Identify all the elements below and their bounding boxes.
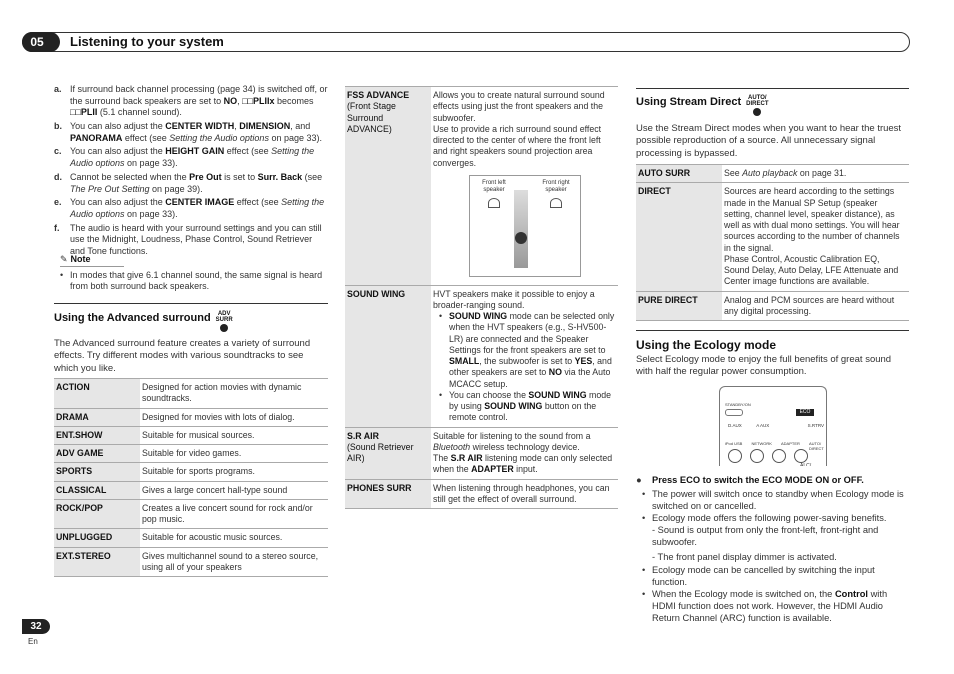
sr-key: S.R AIR (347, 430, 379, 441)
listener-icon (515, 232, 527, 244)
divider (636, 88, 909, 89)
table-row: DRAMA Designed for movies with lots of dialog. (54, 408, 328, 426)
eco-button: ECO (796, 409, 814, 416)
auto-direct-button-icon: AUTO/ DIRECT (746, 95, 768, 116)
standby-label: STANDBY/ON (725, 402, 751, 407)
stream-table (636, 164, 909, 321)
eco-bullet: Ecology mode can be cancelled by switching the input function. (652, 564, 875, 587)
front-right-label: Front right speaker (542, 179, 570, 193)
eco-bullet: When the Ecology mode is switched on, the Control with HDMI function does not work. However, the HDMI Audio Return Channel (ARC) function is available. (652, 588, 888, 623)
panel-labels: D.AUX A AUX S.RTRV (728, 423, 824, 428)
sw-bullet: SOUND WING mode can be selected only when the HVT speakers (e.g., S-HV500-LR) are connected and the Speaker Settings for the front speakers are set to SMALL, the subwoofer is set to YES, and other speakers are set to NO via the Auto MCACC setup. (449, 311, 615, 389)
table-row (345, 87, 618, 285)
eco-intro: Select Ecology mode to enjoy the full benefits of great sound with half the regular power consumption. (636, 354, 892, 378)
ph-text: When listening through headphones, you can still get the effect of overall surround. (433, 482, 610, 504)
ph-key: PHONES SURR (345, 479, 431, 509)
step-bullet-icon: ● (636, 475, 642, 485)
standby-button (725, 409, 743, 416)
adv-heading-row (54, 311, 233, 332)
language-label: En (28, 637, 38, 646)
table-row: EXT.STEREO Gives multichannel sound to a stereo source, using all of your speakers (54, 547, 328, 577)
table-row: ROCK/POP Creates a live concert sound for rock and/or pop music. (54, 499, 328, 529)
fss-sub: (Front Stage Surround ADVANCE) (347, 101, 396, 134)
table-row: UNPLUGGED Suitable for acoustic music sources. (54, 529, 328, 547)
front-panel-illustration (719, 386, 827, 466)
table-row (345, 427, 618, 479)
table-row (345, 479, 618, 509)
panel-knobs (728, 449, 808, 463)
list-item: b. You can also adjust the CENTER WIDTH, DIMENSION, and PANORAMA effect (see Setting the Audio options on page 33). (54, 121, 322, 143)
fss-key: FSS ADVANCE (347, 90, 410, 100)
table-row: CLASSICAL Gives a large concert hall-type sound (54, 481, 328, 499)
panel-cut-label: ALC/ (800, 463, 812, 466)
section-heading: Using the Ecology mode (636, 338, 777, 352)
eco-step: Press ECO to switch the ECO MODE ON or OFF. (652, 475, 864, 485)
list-item: a. If surround back channel processing (page 34) is switched off, or the surround back speakers are set to NO, □□PLIIx becomes □□PLII (5.1 channel sound). (54, 84, 328, 118)
stream-heading-row (636, 95, 769, 116)
sw-text: HVT speakers make it possible to enjoy a broader-ranging sound. (433, 288, 595, 310)
front-left-label: Front left speaker (482, 179, 506, 193)
fss-text: Allows you to create natural surround sound effects using just the front speakers and the subwoofer. Use to provide a rich surround sound effect directed to the center of where the front left and right speakers sound projection area converges. (433, 90, 605, 168)
mode-table (345, 86, 618, 509)
stream-intro: Use the Stream Direct modes when you want to hear the truest possible reproduction of a source. All unnecessary signal processing is bypassed. (636, 123, 902, 159)
eco-bullet: Ecology mode offers the following power-saving benefits. (652, 513, 887, 524)
section-heading: Using Stream Direct (636, 96, 742, 108)
page-title: Listening to your system (70, 34, 224, 49)
eco-sub: - Sound is output from only the front-left, front-right and subwoofer. (652, 525, 879, 548)
sr-text: Suitable for listening to the sound from a Bluetooth wireless technology device. The S.R AIR listening mode can only selected when the ADAPTER input. (433, 430, 613, 475)
note-box: ✎ Note • In modes that give 6.1 channel sound, the same signal is heard from both surround back speakers. (60, 254, 328, 293)
table-row: ENT.SHOW Suitable for musical sources. (54, 426, 328, 444)
sw-key: SOUND WING (345, 285, 431, 427)
adv-surr-button-icon: ADV SURR (216, 311, 233, 332)
eco-steps: ● Press ECO to switch the ECO MODE ON or OFF. • The power will switch once to standby when Ecology mode is switched on or cancelled. • Ecology mode offers the following power-saving benefits. - Sound is output from only the front-left, front-right and subwoofer. - The front panel display dimmer is activated. • Ecology mode can be cancelled by switching the input function. • When the Ecology mode is switched on, the Control with HDMI function does not work. However, the HDMI Audio Return Channel (ARC) function is available. (636, 474, 909, 624)
adv-table (54, 378, 328, 577)
sound-field (514, 190, 528, 268)
divider (636, 330, 909, 331)
list-item: f. The audio is heard with your surround settings and you can still use the Midnight, Loudness, Phase Control, Sound Retriever and Tone functions. (54, 222, 322, 256)
sr-sub: (Sound Retriever AIR) (347, 441, 414, 463)
list-item: c. You can also adjust the HEIGHT GAIN effect (see Setting the Audio options on page 33). (54, 146, 315, 169)
eco-sub: - The front panel display dimmer is activated. (652, 552, 837, 563)
speaker-left-icon (488, 198, 500, 208)
sw-bullet: You can choose the SOUND WING mode by using SOUND WING button on the remote control. (449, 389, 612, 423)
panel-labels: iPod USB NETWORK ADAPTER AUTO/ DIRECT (725, 441, 824, 451)
chapter-badge: 05 (22, 32, 52, 52)
adv-intro: The Advanced surround feature creates a variety of surround effects. Try different modes with various soundtracks to see which you like. (54, 338, 311, 374)
list-item: e. You can also adjust the CENTER IMAGE effect (see Setting the Audio options on page 33). (54, 197, 325, 219)
list-item: d. Cannot be selected when the Pre Out is set to Surr. Back (see The Pre Out Setting on page 39). (54, 171, 323, 194)
table-row: AUTO SURR See Auto playback on page 31. (636, 165, 909, 183)
note-icon: ✎ (60, 254, 68, 264)
table-row: PURE DIRECT Analog and PCM sources are heard without any digital processing. (636, 291, 909, 321)
table-row: SOUND WING HVT speakers make it possible to enjoy a broader-ranging sound. • SOUND WING mode can be selected only when the HVT speakers (e.g., S-HV500-LR) are connected and the Speaker Settings for the front speakers are set to SMALL, the subwoofer is set to YES, and other speakers are set to NO via the Auto MCACC setup. • You can choose the SOUND WING mode by using SOUND WING button on the remote control. (345, 285, 618, 427)
table-row: ADV GAME Suitable for video games. (54, 445, 328, 463)
divider (54, 303, 328, 304)
speaker-right-icon (550, 198, 562, 208)
footnote-list (54, 84, 328, 260)
speaker-diagram (469, 175, 581, 277)
table-row: ACTION Designed for action movies with dynamic soundtracks. (54, 379, 328, 408)
table-row: DIRECT Sources are heard according to the settings made in the Manual SP Setup (speaker setting, channel level, speaker distance), as well as with dual mono settings. You will hear sources according to the number of channels in the signal. Phase Control, Acoustic Calibration EQ, Sound Delay, Auto Delay, LFE Attenuate and Center image functions are available. (636, 183, 909, 291)
eco-bullet: The power will switch once to standby when Ecology mode is switched on or cancelled. (652, 489, 904, 512)
note-title: Note (70, 254, 91, 264)
page-number: 32 (22, 619, 50, 634)
note-text: In modes that give 6.1 channel sound, the same signal is heard from both surround back speakers. (70, 269, 323, 292)
section-heading: Using the Advanced surround (54, 312, 211, 324)
table-row: SPORTS Suitable for sports programs. (54, 463, 328, 481)
